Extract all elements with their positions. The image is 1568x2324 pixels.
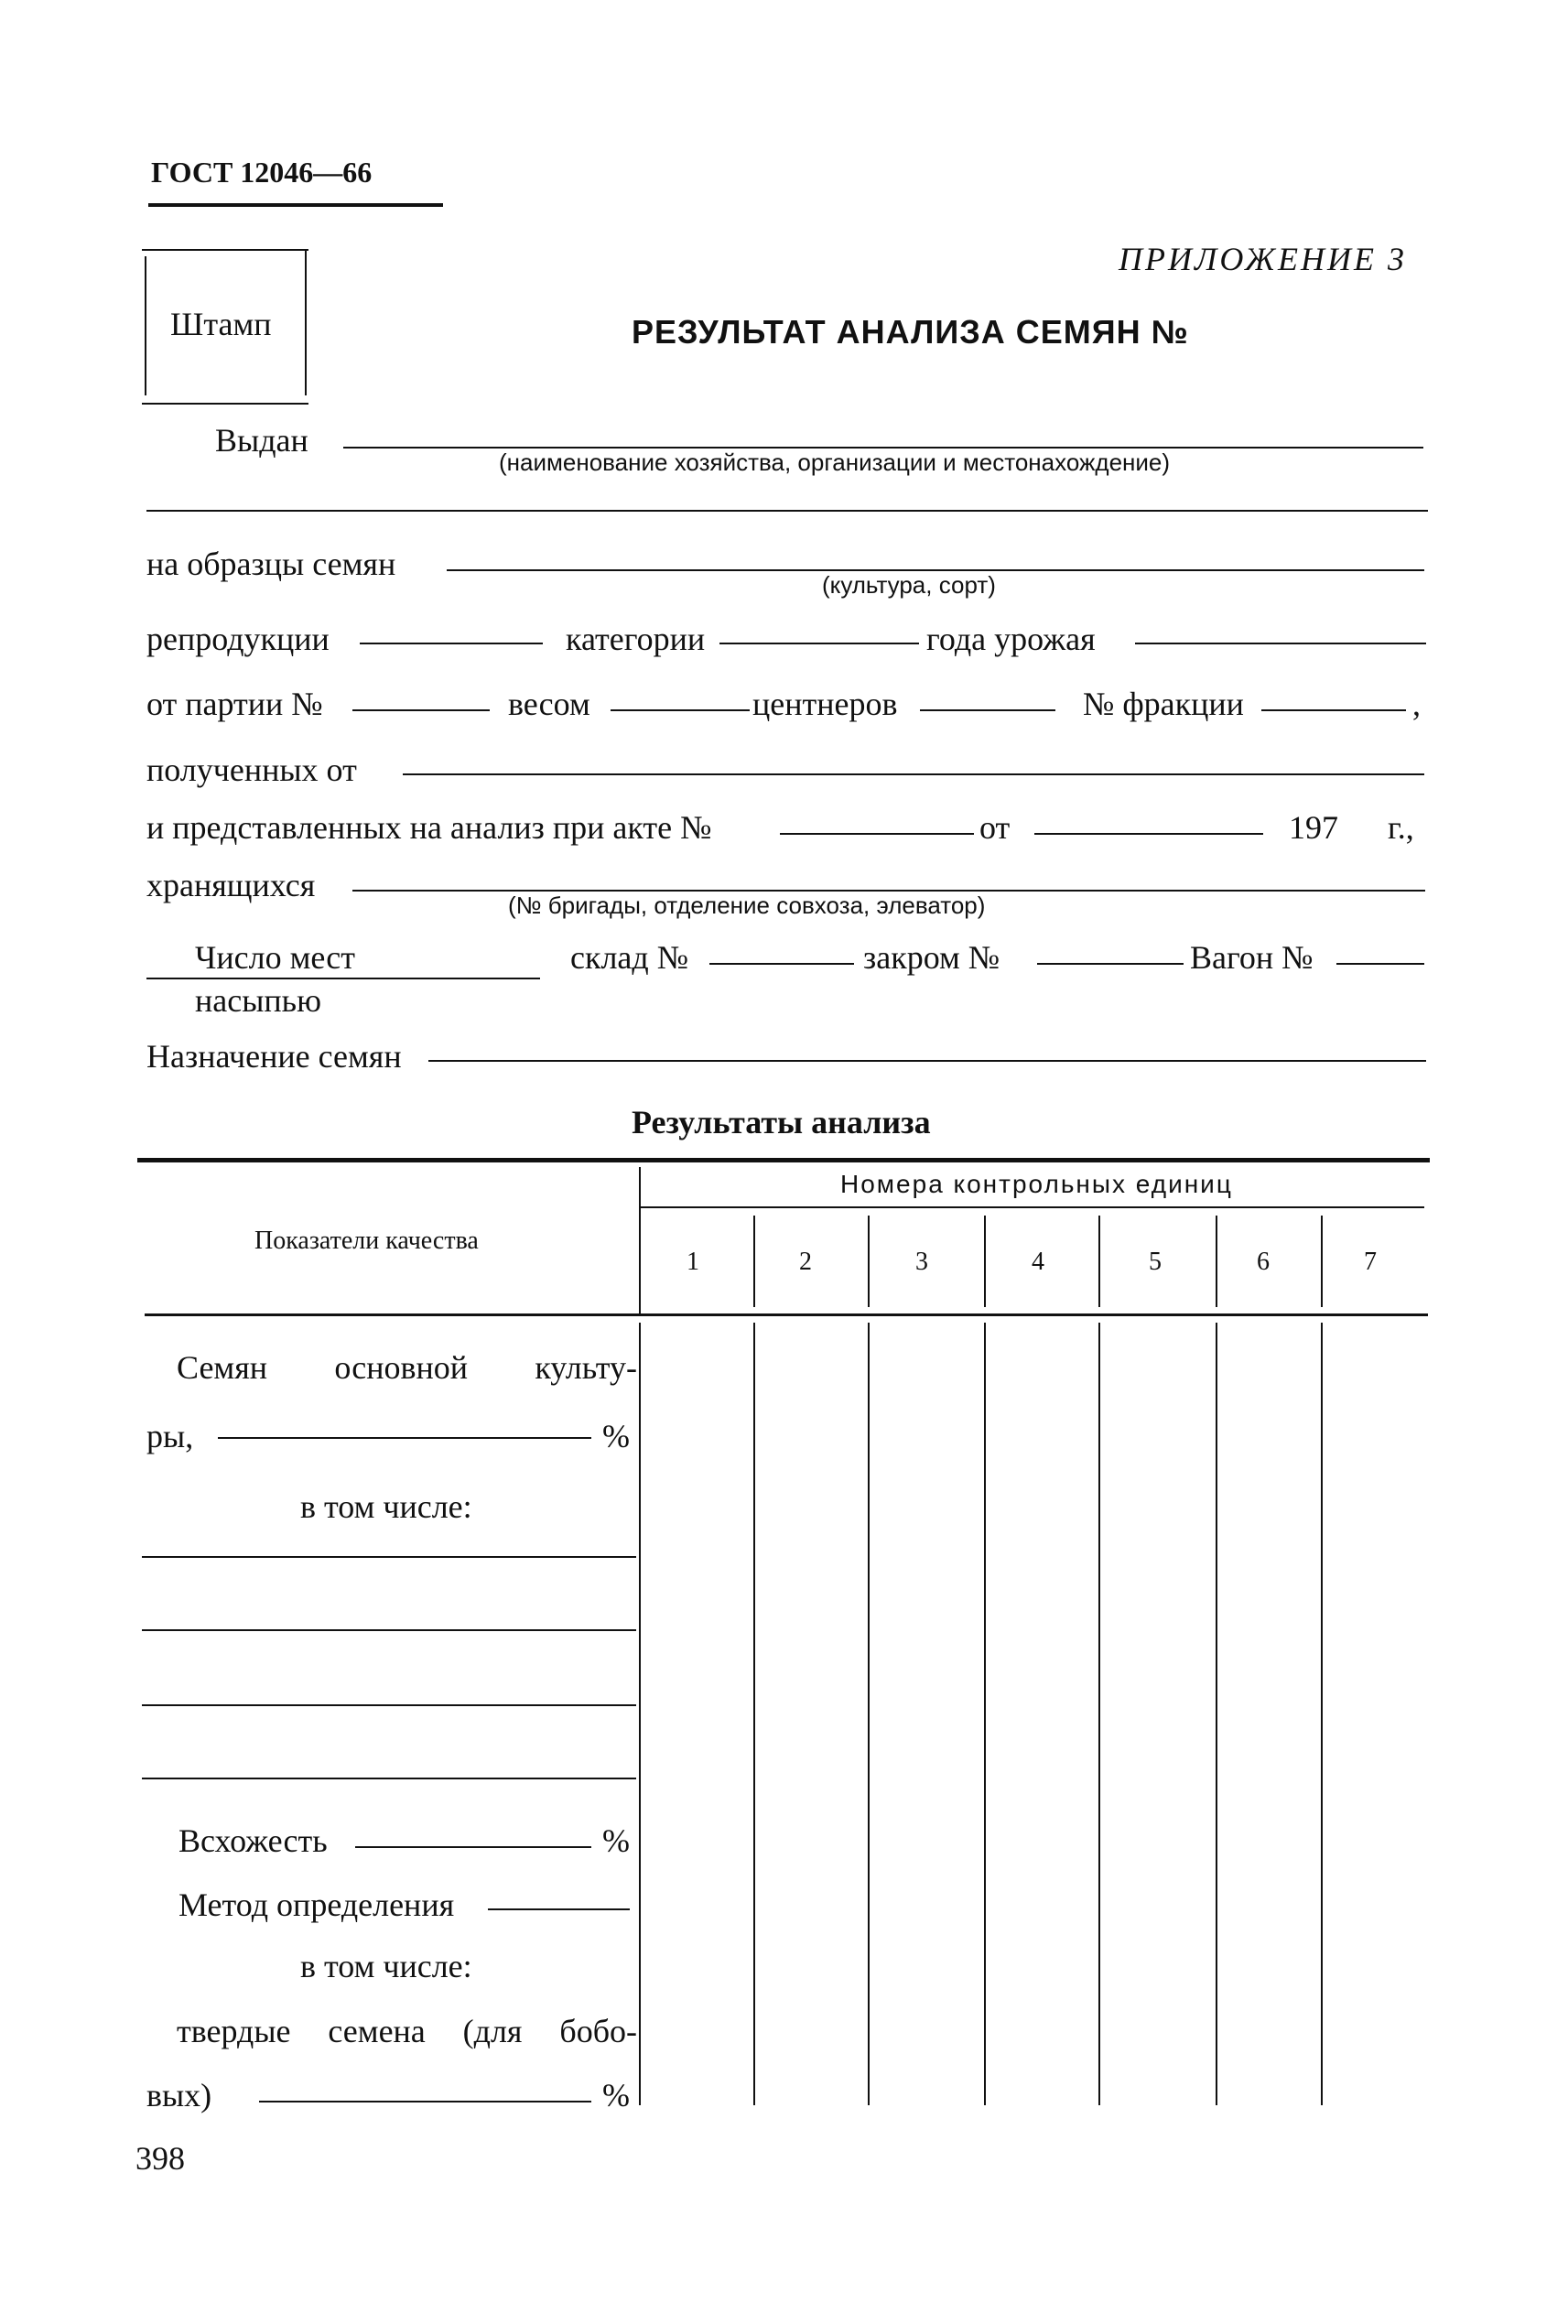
page-number: 398 (135, 2140, 185, 2177)
main-crop-line[interactable] (218, 1437, 591, 1439)
including-label-2: в том числе: (300, 1948, 472, 1984)
hard-seeds-label-cont: вых) (146, 2077, 212, 2113)
document-title: РЕЗУЛЬТАТ АНАЛИЗА СЕМЯН № (632, 313, 1189, 351)
weight-label: весом (508, 686, 590, 722)
warehouse-label: склад № (570, 939, 689, 976)
header-divider (639, 1167, 641, 1313)
wagon-label: Вагон № (1190, 939, 1314, 976)
year-label: 197 (1289, 809, 1338, 846)
blank-row-line[interactable] (142, 1704, 636, 1706)
comma: , (1412, 686, 1421, 722)
lot-line[interactable] (352, 709, 490, 711)
hard-seeds-line[interactable] (259, 2101, 591, 2102)
places-fraction-line (146, 978, 540, 979)
centners-line[interactable] (920, 709, 1055, 711)
fraction-label: № фракции (1083, 686, 1244, 722)
column-header-3: 3 (915, 1248, 928, 1276)
bulk-label: насыпью (195, 982, 321, 1019)
main-crop-percent: % (602, 1418, 630, 1454)
germination-label: Всхожесть (178, 1822, 328, 1859)
samples-caption: (культура, сорт) (822, 571, 996, 599)
act-number-line[interactable] (780, 833, 974, 835)
date-line[interactable] (1034, 833, 1263, 835)
harvest-year-line[interactable] (1135, 643, 1426, 644)
centners-label: центнеров (752, 686, 898, 722)
stored-label: хранящихся (146, 867, 316, 903)
received-from-label: полученных от (146, 751, 357, 788)
lot-label: от партии № (146, 686, 323, 722)
column-header-2: 2 (799, 1248, 812, 1276)
standard-number: ГОСТ 12046—66 (151, 156, 373, 189)
reproduction-label: репродукции (146, 621, 330, 657)
issued-line-2[interactable] (146, 510, 1428, 512)
main-crop-label-cont: ры, (146, 1418, 194, 1454)
column-header-1: 1 (687, 1248, 699, 1276)
units-header: Номера контрольных единиц (840, 1170, 1233, 1198)
table-top-rule (137, 1158, 1430, 1162)
units-header-rule (641, 1206, 1424, 1208)
including-label: в том числе: (300, 1488, 472, 1525)
column-header-5: 5 (1149, 1248, 1162, 1276)
header-bottom-rule (145, 1313, 1428, 1316)
from-label: от (979, 809, 1011, 846)
stamp-label: Штамп (170, 306, 272, 342)
stored-caption: (№ бригады, отделение совхоза, элеватор) (508, 892, 986, 919)
column-header-7: 7 (1364, 1248, 1377, 1276)
results-title: Результаты анализа (632, 1104, 931, 1140)
purpose-label: Назначение семян (146, 1038, 402, 1075)
indicators-header: Показатели качества (254, 1227, 479, 1255)
header-underline (148, 203, 443, 207)
harvest-year-label: года урожая (926, 621, 1096, 657)
blank-row-line[interactable] (142, 1556, 636, 1558)
column-header-6: 6 (1257, 1248, 1270, 1276)
submitted-label: и представленных на анализ при акте № (146, 809, 712, 846)
bin-line[interactable] (1037, 963, 1184, 965)
issued-caption: (наименование хозяйства, организации и местонахождение) (499, 449, 1171, 476)
germination-line[interactable] (355, 1846, 591, 1848)
fraction-line[interactable] (1261, 709, 1406, 711)
places-number-label: Число мест (195, 939, 355, 976)
reproduction-line[interactable] (360, 643, 543, 644)
appendix-label: ПРИЛОЖЕНИЕ 3 (1119, 241, 1407, 277)
method-line[interactable] (488, 1908, 630, 1910)
issued-label: Выдан (215, 422, 308, 459)
bin-label: закром № (863, 939, 1000, 976)
hard-seeds-label: твердые семена (для бобо- (177, 2013, 637, 2049)
wagon-line[interactable] (1336, 963, 1424, 965)
blank-row-line[interactable] (142, 1629, 636, 1631)
blank-row-line[interactable] (142, 1778, 636, 1779)
category-line[interactable] (719, 643, 919, 644)
main-crop-label: Семян основной культу- (177, 1349, 637, 1386)
column-header-4: 4 (1032, 1248, 1044, 1276)
weight-line[interactable] (611, 709, 750, 711)
samples-label: на образцы семян (146, 546, 396, 582)
hard-seeds-percent: % (602, 2077, 630, 2113)
purpose-line[interactable] (428, 1060, 1426, 1062)
received-from-line[interactable] (403, 773, 1424, 775)
year-suffix: г., (1388, 809, 1414, 846)
germination-percent: % (602, 1822, 630, 1859)
category-label: категории (566, 621, 706, 657)
method-label: Метод определения (178, 1886, 455, 1923)
warehouse-line[interactable] (709, 963, 854, 965)
